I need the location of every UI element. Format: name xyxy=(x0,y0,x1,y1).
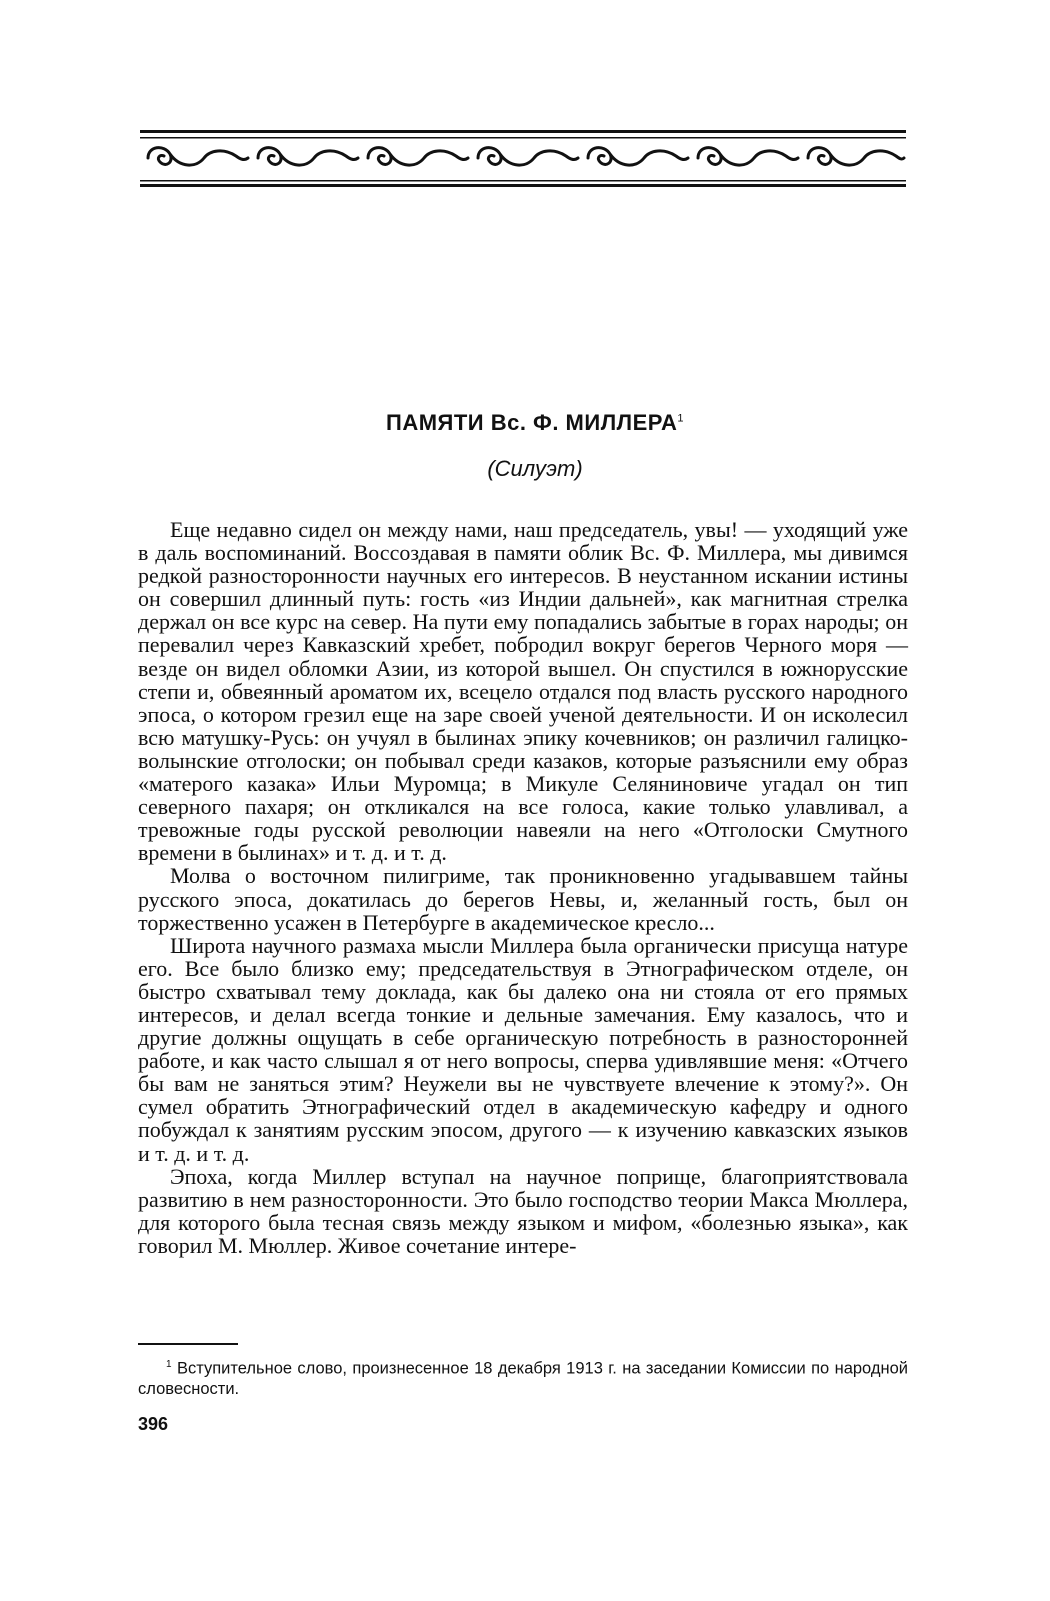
page-number: 396 xyxy=(138,1414,169,1434)
ornament-header xyxy=(140,128,906,192)
article-subtitle: (Силуэт) xyxy=(487,456,583,481)
footnote-mark: 1 xyxy=(166,1359,172,1370)
footnote-text: Вступительное слово, произнесенное 18 декабря 1913 г. на заседании Комиссии по народной словесности. xyxy=(138,1359,908,1398)
footnote-divider xyxy=(138,1343,238,1345)
title-text: ПАМЯТИ Вс. Ф. МИЛЛЕРА xyxy=(386,410,678,435)
paragraph: Широта научного размаха мысли Миллера была органически присуща натуре его. Все было близко ему; председательствуя в Этнографическом отделе, он быстро схватывал тему доклада, как бы далеко она ни стояла от его прямых интересов, и делал всегда тонкие и дельные замечания. Ему казалось, что и другие должны ощущать в себе органическую потребность в разносторонней работе, и как часто слышал я от него вопросы, сперва удивлявшие меня: «Отчего бы вам не заняться этим? Неужели вы не чувствуете влечение к этому?». Он сумел обратить Этнографический отдел в академическую кафедру и одного побуждал к занятиям русским эпосом, другого — к изучению кавказских языков и т. д. и т. д. xyxy=(138,932,908,1166)
paragraph: Молва о восточном пилигриме, так проникновенно угадывавшем тайны русского эпоса, докатилась до берегов Невы, и, желанный гость, был он торжественно усажен в Петербурге в академическое кресло... xyxy=(138,863,908,935)
footnote xyxy=(138,1355,908,1399)
paragraph: Эпоха, когда Миллер вступал на научное поприще, благоприятствовала развитию в нем разносторонности. Это было господство теории Макса Мюллера, для которого была тесная связь между языком и мифом, «болезнью языка», как говорил М. Мюллер. Живое сочетание интере- xyxy=(138,1163,908,1258)
title-footnote-mark: 1 xyxy=(677,412,684,425)
paragraph: Еще недавно сидел он между нами, наш председатель, увы! — уходящий уже в даль воспоминаний. Воссоздавая в памяти облик Вс. Ф. Миллера, мы дивимся редкой разносторонности научных его интересов. В неустанном искании истины он совершил длинный путь: гость «из Индии дальней», как магнитная стрелка держал он все курс на север. На пути ему попадались забытые в горах народы; он перевалил через Кавказский хребет, побродил вокруг берегов Черного моря — везде он видел обломки Азии, из которой вышел. Он спустился в южнорусские степи и, обвеянный ароматом их, всецело отдался под власть русского народного эпоса, о котором грезил еще на заре своей ученой деятельности. И он исколесил всю матушку-Русь: он учуял в былинах эпику кочевников; он различил галицко-волынские отголоски; он побывал среди казаков, которые разъяснили ему образ «матерого казака» Ильи Муромца; в Микуле Селяниновиче угадал он тип северного пахаря; он откликался на все голоса, какие только улавливал, а тревожные годы русской революции навеяли на него «Отголоски Смутного времени в былинах» и т. д. и т. д. xyxy=(138,517,908,866)
article-body xyxy=(138,518,908,1257)
article-title xyxy=(0,410,1050,436)
